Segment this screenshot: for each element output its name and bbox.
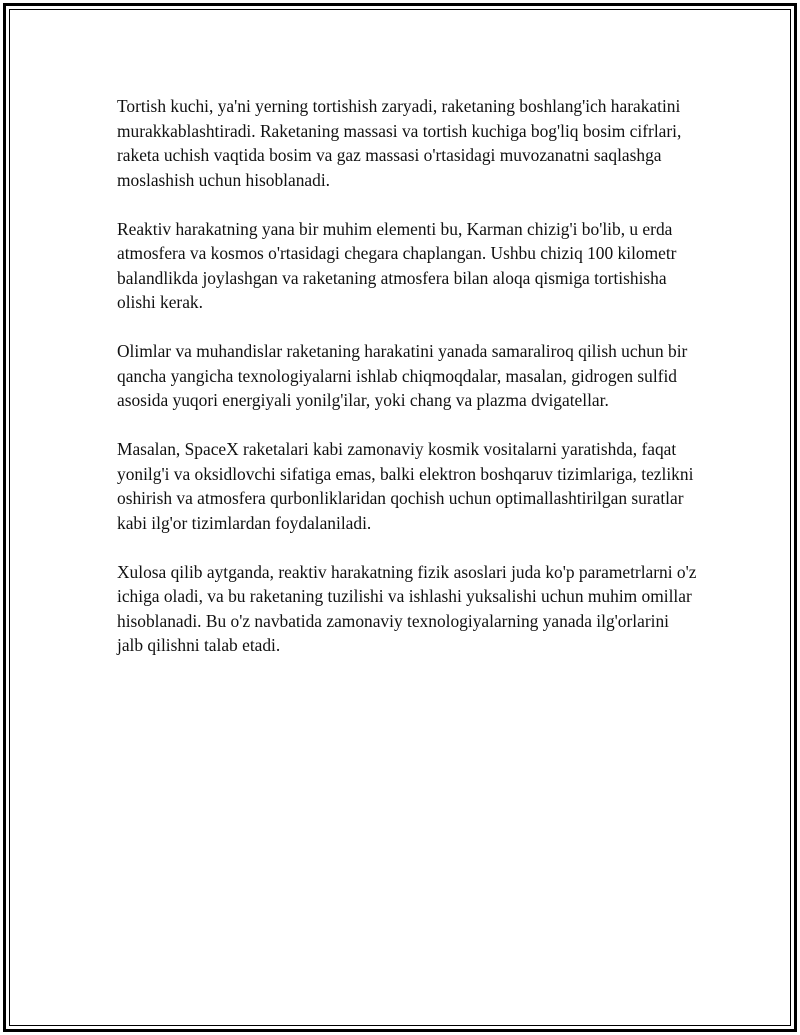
paragraph-spacex-example: Masalan, SpaceX raketalari kabi zamonaviy kosmik vositalarni yaratishda, faqat yonilg'i va oksidlovchi sifatiga emas, balki elektron boshqaruv tizimlariga, tezlikni oshirish va atmosfera qurbonliklaridan qochish uchun optimallashtirilgan suratlar kabi ilg'or tizimlardan foydalaniladi. bbox=[117, 439, 694, 533]
paragraph-gravity: Tortish kuchi, ya'ni yerning tortishish zaryadi, raketaning boshlang'ich harakatini murakkablashtiradi. Raketaning massasi va tortish kuchiga bog'liq bosim cifrlari, raketa uchish vaqtida bosim va gaz massasi o'rtasidagi muvozanatni saqlashga moslashish uchun hisoblanadi. bbox=[117, 96, 682, 190]
paragraph-conclusion: Xulosa qilib aytganda, reaktiv harakatning fizik asoslari juda ko'p parametrlarni o'z ichiga oladi, va bu raketaning tuzilishi va ishlashi yuksalishi uchun muhim omillar hisoblanadi. Bu o'z navbatida zamonaviy texnologiyalarning yanada ilg'orlarini jalb qilishni talab etadi. bbox=[117, 561, 697, 655]
paragraph-new-technologies: Olimlar va muhandislar raketaning harakatini yanada samaraliroq qilish uchun bir qancha yangicha texnologiyalarni ishlab chiqmoqdalar, masalan, gidrogen sulfid asosida yuqori energiyali yonilg'ilar, yoki chang va plazma dvigatellar. bbox=[117, 341, 688, 410]
document-body bbox=[117, 94, 697, 682]
paragraph-karman-line: Reaktiv harakatning yana bir muhim elementi bu, Karman chizig'i bo'lib, u erda atmosfera va kosmos o'rtasidagi chegara chaplangan. Ushbu chiziq 100 kilometr balandlikda joylashgan va raketaning atmosfera bilan aloqa qismiga tortishisha olishi kerak. bbox=[117, 218, 677, 312]
